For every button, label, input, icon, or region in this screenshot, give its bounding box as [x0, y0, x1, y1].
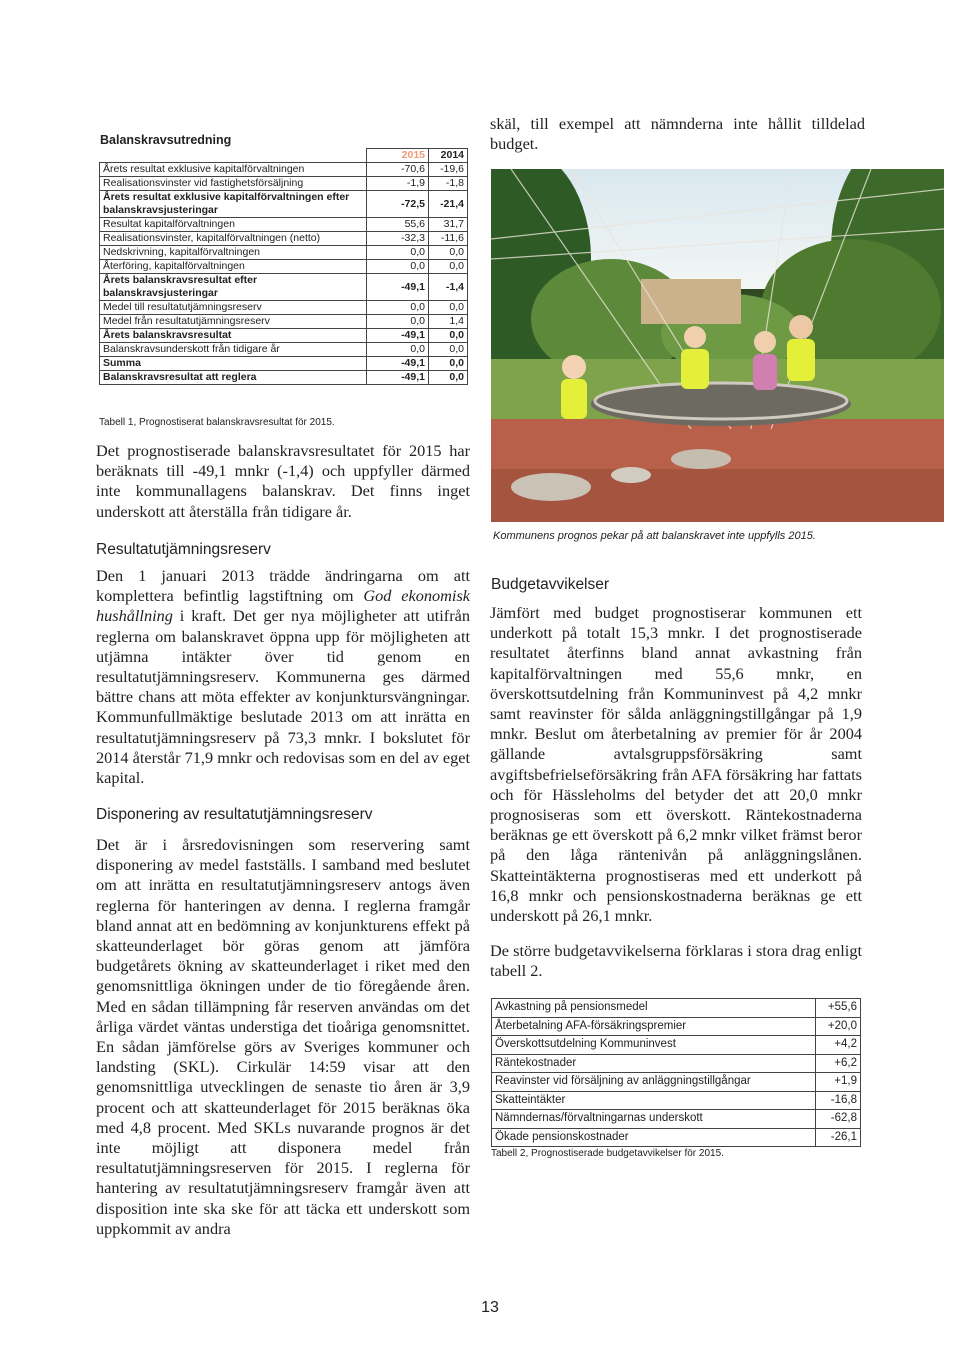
table1-value-2015: 0,0	[367, 301, 429, 315]
table1-col-2014: 2014	[429, 149, 468, 163]
table1-row	[100, 246, 468, 260]
table1-label: Årets balanskravsresultat efter balanskravsjusteringar	[100, 274, 367, 301]
table1-value-2014: 0,0	[429, 343, 468, 357]
table1-value-2015: -70,6	[367, 163, 429, 177]
table2-label: Nämndernas/förvaltningarnas underskott	[492, 1110, 816, 1129]
table2-row	[492, 1073, 861, 1092]
table1-value-2014: 0,0	[429, 329, 468, 343]
table1-value-2014: 0,0	[429, 357, 468, 371]
table1-header-empty	[100, 149, 367, 163]
table1-value-2014: 0,0	[429, 260, 468, 274]
table1-value-2015: 55,6	[367, 218, 429, 232]
table2-value: -16,8	[816, 1091, 861, 1110]
photo-caption: Kommunens prognos pekar på att balanskravet inte uppfylls 2015.	[493, 530, 816, 542]
table2-value: +4,2	[816, 1036, 861, 1055]
table1-value-2015: 0,0	[367, 246, 429, 260]
table1-label: Medel från resultatutjämningsreserv	[100, 315, 367, 329]
table2-row	[492, 1128, 861, 1147]
table1-value-2015: -49,1	[367, 371, 429, 385]
table1-row	[100, 315, 468, 329]
table2-row	[492, 1110, 861, 1129]
table1-value-2015: -32,3	[367, 232, 429, 246]
table1-label: Summa	[100, 357, 367, 371]
table2-row	[492, 1036, 861, 1055]
table1-label: Årets resultat exklusive kapitalförvaltningen efter balanskravsjusteringar	[100, 191, 367, 218]
budget-deviation-table	[491, 998, 861, 1147]
heading-disponering: Disponering av resultatutjämningsreserv	[96, 806, 373, 823]
table1-value-2014: -11,6	[429, 232, 468, 246]
table2-row	[492, 1017, 861, 1036]
table1-value-2015: -72,5	[367, 191, 429, 218]
paragraph-reserve-intro-a: Den 1 januari 2013 trädde ändringarna om att komplettera befintlig lagstiftning om	[96, 566, 470, 606]
table1-value-2015: -49,1	[367, 274, 429, 301]
table2-label: Återbetalning AFA-försäkringspremier	[492, 1017, 816, 1036]
table1-row	[100, 371, 468, 385]
table2-label: Räntekostnader	[492, 1054, 816, 1073]
table1-row	[100, 191, 468, 218]
table1-row	[100, 343, 468, 357]
paragraph-reserve-intro-b: i kraft. Det ger nya möjligheter att utifrån reglerna om balanskravet öppna upp för möjligheten att utjämna intäkter över tid genom en resultatutjämningsreserv. Kommunerna ges därmed bättre chans att möta effekter av konjunktursvängningar. Kommunfullmäktige beslutade 2013 om att inrätta en resultatutjämningsreserv på 73,3 mnkr. I bokslutet för 2014 återstår 71,9 mnkr och redovisas som en del av eget kapital.	[96, 606, 470, 788]
table1-value-2014: -19,6	[429, 163, 468, 177]
table1-title: Balanskravsutredning	[100, 133, 232, 147]
playground-photo-illustration	[491, 169, 944, 522]
table1-value-2014: 31,7	[429, 218, 468, 232]
table1-row	[100, 260, 468, 274]
table1-row	[100, 329, 468, 343]
table1-value-2014: 0,0	[429, 246, 468, 260]
paragraph-budget-deviation: Jämfört med budget prognostiserar kommunen ett underkott på totalt 15,3 mnkr. I det prognostiserade resultatet återfinns bland annat avkastning från kapitalförvaltningen med 55,6 mnkr, en överskottsutdelning från Kommuninvest på 4,2 mnkr samt reavinster för sålda anläggningstillgångar på 1,9 mnkr. Beslut om återbetalning av premier för år 2004 gällande avtalsgruppsförsäkring samt avgiftsbefrielseförsäkring från AFA försäkring har fattats och för Hässleholms del betyder det att 20,0 mnkr prognosiseras som ett överskott. Räntekostnaderna beräknas ge ett överskott på 6,2 mnkr vilket främst beror på den låga räntenivån på anläggningslånen. Skatteintäkterna prognostiseras med ett underkott på 16,8 mnkr och pensionskostnaderna beräknas ge ett underskott på 26,1 mnkr.	[490, 603, 862, 926]
table1-value-2014: -1,8	[429, 177, 468, 191]
table2-row	[492, 1054, 861, 1073]
table1-row	[100, 218, 468, 232]
table1-label: Årets resultat exklusive kapitalförvaltningen	[100, 163, 367, 177]
paragraph-balance-result: Det prognostiserade balanskravsresultatet för 2015 har beräknats till -49,1 mnkr (-1,4) och uppfyller därmed inte kommunallagens balanskrav. Det finns inget underskott att återställa från tidigare år.	[96, 441, 470, 521]
table1-value-2015: -1,9	[367, 177, 429, 191]
table1-value-2015: 0,0	[367, 343, 429, 357]
page-number: 13	[481, 1299, 499, 1316]
table1-label: Årets balanskravsresultat	[100, 329, 367, 343]
table1-value-2015: -49,1	[367, 329, 429, 343]
table2-value: +20,0	[816, 1017, 861, 1036]
table1-value-2014: 0,0	[429, 371, 468, 385]
table1-row	[100, 357, 468, 371]
table1-value-2014: -21,4	[429, 191, 468, 218]
table1-value-2015: -49,1	[367, 357, 429, 371]
table1-label: Resultat kapitalförvaltningen	[100, 218, 367, 232]
table1-row	[100, 274, 468, 301]
table1-label: Nedskrivning, kapitalförvaltningen	[100, 246, 367, 260]
table1-label: Realisationsvinster vid fastighetsförsäljning	[100, 177, 367, 191]
table2-value: +1,9	[816, 1073, 861, 1092]
table2-value: -26,1	[816, 1128, 861, 1147]
heading-resultatutjamningsreserv: Resultatutjämningsreserv	[96, 541, 271, 558]
table2-row	[492, 999, 861, 1018]
table2-label: Överskottsutdelning Kommuninvest	[492, 1036, 816, 1055]
table2-label: Ökade pensionskostnader	[492, 1128, 816, 1147]
balance-requirement-table	[99, 148, 468, 385]
table1-col-2015: 2015	[367, 149, 429, 163]
table2-caption: Tabell 2, Prognostiserade budgetavvikelser för 2015.	[491, 1148, 724, 1159]
table1-value-2014: 0,0	[429, 301, 468, 315]
table2-value: +55,6	[816, 999, 861, 1018]
table1-header-row	[100, 149, 468, 163]
table2-value: +6,2	[816, 1054, 861, 1073]
heading-budgetavvikelser: Budgetavvikelser	[491, 576, 610, 593]
table1-value-2014: -1,4	[429, 274, 468, 301]
table1-label: Realisationsvinster, kapitalförvaltningen (netto)	[100, 232, 367, 246]
table1-label: Balanskravsunderskott från tidigare år	[100, 343, 367, 357]
table2-label: Skatteintäkter	[492, 1091, 816, 1110]
paragraph-reserve-intro-em: God ekonomisk hushållning	[96, 586, 471, 626]
paragraph-table2-intro: De större budgetavvikelserna förklaras i stora drag enligt tabell 2.	[490, 941, 862, 981]
table1-label: Återföring, kapitalförvaltningen	[100, 260, 367, 274]
table1-row	[100, 163, 468, 177]
table1-value-2015: 0,0	[367, 315, 429, 329]
table2-value: -62,8	[816, 1110, 861, 1129]
table1-caption: Tabell 1, Prognostiserat balanskravsresultat för 2015.	[99, 417, 335, 428]
table1-label: Medel till resultatutjämningsreserv	[100, 301, 367, 315]
table1-value-2015: 0,0	[367, 260, 429, 274]
table2-row	[492, 1091, 861, 1110]
table1-label: Balanskravsresultat att reglera	[100, 371, 367, 385]
paragraph-continued: skäl, till exempel att nämnderna inte hållit tilldelad budget.	[490, 114, 865, 154]
table1-row	[100, 301, 468, 315]
table1-row	[100, 177, 468, 191]
table1-value-2014: 1,4	[429, 315, 468, 329]
table1-row	[100, 232, 468, 246]
table2-label: Avkastning på pensionsmedel	[492, 999, 816, 1018]
paragraph-disponering: Det är i årsredovisningen som reservering samt disponering av medel fastställs. I samband med beslutet om att inrätta en resultatutjämningsreserv antogs även reglerna för hanteringen av denna. I reglerna framgår bland annat att en bedömning av konjunkturens effekt på skatteunderlaget bör göras genom att jämföra budgetårets ökning av skatteunderlaget i riket med den genomsnittliga ökningen under de tio föregående åren. Med en sådan tillämpning får reserven användas om det årliga värdet väntas understiga det tioåriga genomsnittet. En sådan jämförelse görs av Sveriges kommuner och landsting (SKL). Cirkulär 14:59 visar att den genomsnittliga utvecklingen de senaste tio åren är 3,9 procent och att skatteunderlaget för 2015 beräknas öka med 4,8 procent. Med SKLs nuvarande prognos är det inte möjligt att disponera medel från resultatutjämningsreserven för 2015. I reglerna för hantering av resultatutjämningsreserv framgår även att disposition inte ska ske för att täcka ett underskott som uppkommit av andra	[96, 835, 470, 1238]
playground-photo	[491, 169, 944, 522]
table2-label: Reavinster vid försäljning av anläggningstillgångar	[492, 1073, 816, 1092]
paragraph-reserve-intro	[96, 566, 470, 788]
